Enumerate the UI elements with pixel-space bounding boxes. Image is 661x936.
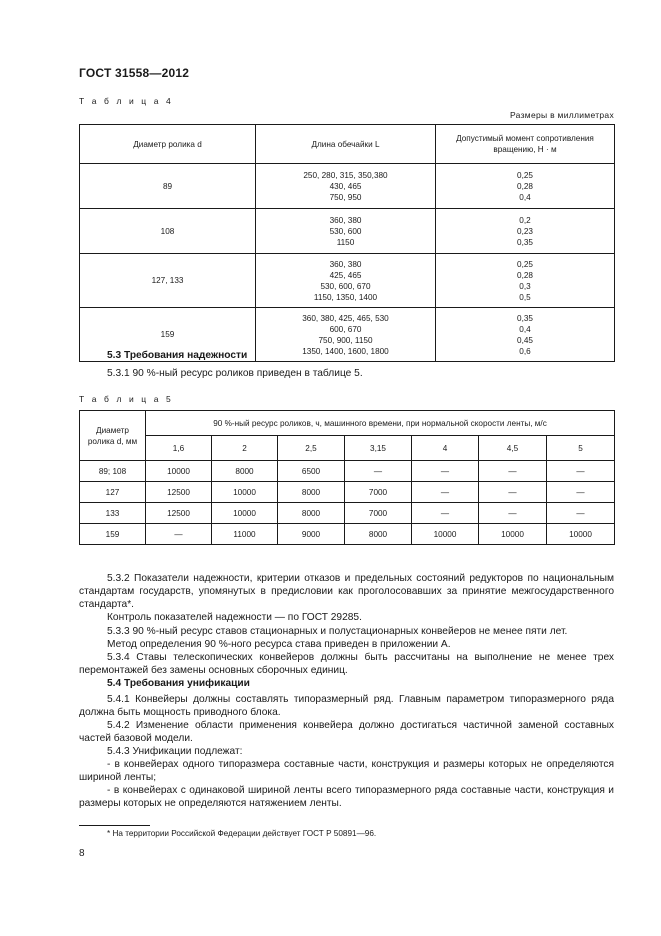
table-row — [80, 254, 615, 308]
table5-speed: 5 — [547, 436, 615, 461]
table4-cell-diameter: 89 — [80, 164, 256, 209]
table5-cell: 7000 — [345, 503, 412, 524]
paragraph-5-4-2: 5.4.2 Изменение области применения конвейера должно достигаться частичной заменой составных частей базовой модели. — [79, 720, 614, 745]
table4-cell-lengths: 360, 380, 425, 465, 530 600, 670 750, 900, 1150 1350, 1400, 1600, 1800 — [256, 308, 436, 362]
table5-cell-diameter: 159 — [80, 524, 146, 545]
document-header: ГОСТ 31558—2012 — [79, 66, 190, 80]
table4-header-length: Длина обечайки L — [256, 125, 436, 164]
table5-cell: 12500 — [146, 503, 212, 524]
table4-cell-moments: 0,25 0,28 0,3 0,5 — [436, 254, 615, 308]
table4-cell-lengths: 360, 380 425, 465 530, 600, 670 1150, 1350, 1400 — [256, 254, 436, 308]
table-row — [80, 209, 615, 254]
table5-cell: 10000 — [212, 503, 278, 524]
table5-cell: 8000 — [212, 461, 278, 482]
table4 — [79, 124, 615, 362]
table5-speed: 2,5 — [278, 436, 345, 461]
table5-cell-diameter: 89; 108 — [80, 461, 146, 482]
table5-cell: — — [146, 524, 212, 545]
table5-speed: 4,5 — [479, 436, 547, 461]
table4-header-moment: Допустимый момент сопротивления вращению, Н · м — [436, 125, 615, 164]
table5-cell: — — [547, 482, 615, 503]
table5-cell: 12500 — [146, 482, 212, 503]
table4-cell-moments: 0,2 0,23 0,35 — [436, 209, 615, 254]
table5-caption: Т а б л и ц а 5 — [79, 394, 174, 404]
table5-header-diameter: Диаметр ролика d, мм — [80, 411, 146, 461]
table-row — [80, 482, 615, 503]
paragraph-5-3-2-control: Контроль показателей надежности — по ГОСТ 29285. — [107, 612, 362, 623]
table5-cell: 8000 — [345, 524, 412, 545]
table4-cell-diameter: 108 — [80, 209, 256, 254]
footnote: * На территории Российской Федерации действует ГОСТ Р 50891—96. — [107, 829, 377, 838]
table4-cell-moments: 0,35 0,4 0,45 0,6 — [436, 308, 615, 362]
table5-speed: 1,6 — [146, 436, 212, 461]
table4-header-diameter: Диаметр ролика d — [80, 125, 256, 164]
table5-header-span: 90 %-ный ресурс роликов, ч, машинного времени, при нормальной скорости ленты, м/с — [146, 411, 615, 436]
table5-cell: 7000 — [345, 482, 412, 503]
table5-cell: 8000 — [278, 482, 345, 503]
page-number: 8 — [79, 848, 85, 859]
table-row — [80, 164, 615, 209]
table4-cell-moments: 0,25 0,28 0,4 — [436, 164, 615, 209]
table-row — [80, 524, 615, 545]
section-5-4-heading: 5.4 Требования унификации — [107, 678, 250, 689]
table4-caption: Т а б л и ц а 4 — [79, 96, 174, 106]
footnote-divider — [79, 825, 150, 826]
paragraph-5-4-1: 5.4.1 Конвейеры должны составлять типоразмерный ряд. Главным параметром типоразмерного ряда должна быть мощность приводного блока. — [79, 694, 614, 719]
table5-cell: — — [412, 503, 479, 524]
table5-speed: 4 — [412, 436, 479, 461]
table5-speed: 2 — [212, 436, 278, 461]
paragraph-5-3-4: 5.3.4 Ставы телескопических конвейеров должны быть рассчитаны на выполнение не менее трех перемонтажей без замены основных сборочных единиц. — [79, 652, 614, 677]
table5-cell: 10000 — [547, 524, 615, 545]
table4-header-row — [80, 125, 615, 164]
table5-cell-diameter: 127 — [80, 482, 146, 503]
paragraph-5-4-3: 5.4.3 Унификации подлежат: — [107, 746, 243, 757]
table5-speed-row — [80, 436, 615, 461]
table4-cell-lengths: 250, 280, 315, 350,380 430, 465 750, 950 — [256, 164, 436, 209]
table5-cell: 10000 — [212, 482, 278, 503]
paragraph-5-3-3-method: Метод определения 90 %-ного ресурса става приведен в приложении А. — [107, 639, 451, 650]
table5-cell: 11000 — [212, 524, 278, 545]
paragraph-5-3-1: 5.3.1 90 %-ный ресурс роликов приведен в таблице 5. — [107, 368, 363, 379]
section-5-3-heading: 5.3 Требования надежности — [107, 350, 248, 361]
table-row — [80, 503, 615, 524]
table5-speed: 3,15 — [345, 436, 412, 461]
table5-cell: — — [479, 482, 547, 503]
paragraph-5-3-2: 5.3.2 Показатели надежности, критерии отказов и предельных состояний редукторов по национальным стандартам государств, упомянутых в предисловии как проголосовавших за принятие межгосударственного стандарта*. — [79, 573, 614, 611]
table5-header-row — [80, 411, 615, 436]
table5-cell: — — [547, 461, 615, 482]
table5-cell: 10000 — [412, 524, 479, 545]
table5-cell: 8000 — [278, 503, 345, 524]
table5-cell: 10000 — [146, 461, 212, 482]
bullet-item: - в конвейерах одного типоразмера составные части, конструкция и размеры которых не определяются шириной ленты; — [79, 759, 614, 784]
table5-cell: 6500 — [278, 461, 345, 482]
table5 — [79, 410, 615, 545]
table5-cell: — — [547, 503, 615, 524]
bullet-item: - в конвейерах с одинаковой шириной ленты всего типоразмерного ряда составные части, конструкция и размеры которых не определяются натяжением ленты. — [79, 785, 614, 810]
table4-cell-diameter: 159 — [80, 308, 256, 362]
table4-cell-lengths: 360, 380 530, 600 1150 — [256, 209, 436, 254]
table-row — [80, 461, 615, 482]
table4-units: Размеры в миллиметрах — [509, 110, 614, 120]
paragraph-5-3-3: 5.3.3 90 %-ный ресурс ставов стационарных и полустационарных конвейеров не менее пяти лет. — [107, 626, 568, 637]
table5-cell: 10000 — [479, 524, 547, 545]
table5-cell: — — [479, 461, 547, 482]
table5-cell: 9000 — [278, 524, 345, 545]
table5-cell-diameter: 133 — [80, 503, 146, 524]
table5-cell: — — [479, 503, 547, 524]
table5-cell: — — [412, 482, 479, 503]
table5-cell: — — [412, 461, 479, 482]
table4-cell-diameter: 127, 133 — [80, 254, 256, 308]
table5-cell: — — [345, 461, 412, 482]
